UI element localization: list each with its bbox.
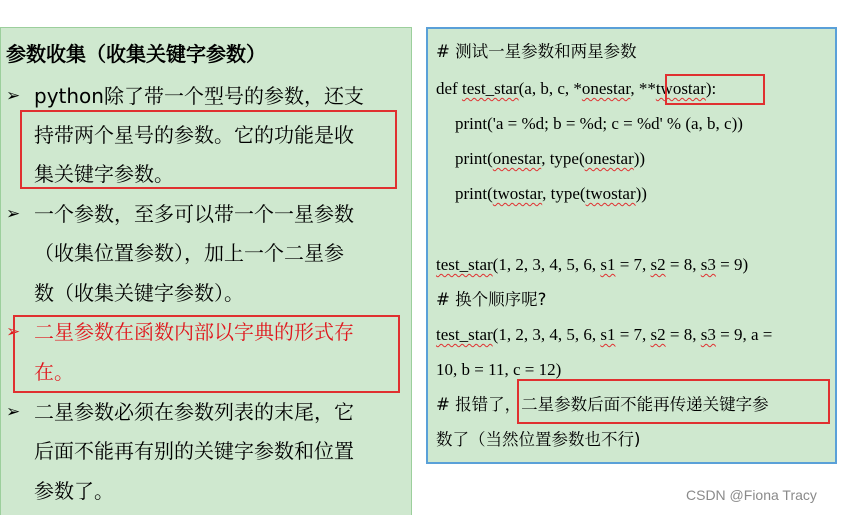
bullet-1-line-3: 集关键字参数。 — [34, 162, 174, 186]
code-line-call-2: test_star(1, 2, 3, 4, 5, 6, s1 = 7, s2 = 8, s3 = 9, a = — [436, 325, 773, 344]
bullet-arrow-icon: ➢ — [6, 204, 21, 224]
code-line-comment: # 测试一星参数和两星参数 — [436, 42, 637, 61]
code-line-print-abc: print('a = %d; b = %d; c = %d' % (a, b, c)) — [455, 114, 743, 133]
code-line-print-twostar: print(twostar, type(twostar)) — [455, 184, 647, 203]
bullet-1-line-1: python除了带一个型号的参数，还支 — [34, 84, 364, 108]
bullet-3-line-1: 二星参数在函数内部以字典的形式存 — [34, 320, 354, 344]
code-line-error-comment-cont: 数了（当然位置参数也不行) — [436, 430, 641, 449]
highlight-box — [13, 315, 400, 393]
code-line-def: def test_star(a, b, c, *onestar, **twostar): — [436, 79, 717, 98]
bullet-arrow-icon: ➢ — [6, 86, 21, 106]
bullet-2-line-2: （收集位置参数），加上一个二星参 — [34, 241, 344, 265]
code-line-error-comment: # 报错了，二星参数后面不能再传递关键字参 — [436, 395, 769, 414]
section-title: 参数收集（收集关键字参数） — [6, 42, 266, 66]
bullet-2-line-3: 数（收集关键字参数）。 — [34, 281, 244, 305]
highlight-box — [665, 74, 765, 105]
bullet-1-line-2: 持带两个星号的参数。它的功能是收 — [34, 123, 354, 147]
highlight-box — [20, 110, 397, 189]
watermark: CSDN @Fiona Tracy — [686, 487, 817, 503]
bullet-3-line-2: 在。 — [34, 360, 74, 384]
code-line-call-1: test_star(1, 2, 3, 4, 5, 6, s1 = 7, s2 = 8, s3 = 9) — [436, 255, 749, 274]
bullet-2-line-1: 一个参数，至多可以带一个一星参数 — [34, 202, 354, 226]
bullet-4-line-1: 二星参数必须在参数列表的末尾，它 — [34, 400, 354, 424]
bullet-4-line-2: 后面不能再有别的关键字参数和位置 — [34, 439, 354, 463]
bullet-arrow-icon: ➢ — [6, 322, 21, 342]
bullet-4-line-3: 参数了。 — [34, 479, 114, 503]
code-line-comment-order: # 换个顺序呢? — [436, 290, 547, 309]
bullet-arrow-icon: ➢ — [6, 402, 21, 422]
code-line-print-onestar: print(onestar, type(onestar)) — [455, 149, 646, 168]
highlight-box — [517, 379, 830, 424]
code-line-call-2-cont: 10, b = 11, c = 12) — [436, 360, 562, 379]
